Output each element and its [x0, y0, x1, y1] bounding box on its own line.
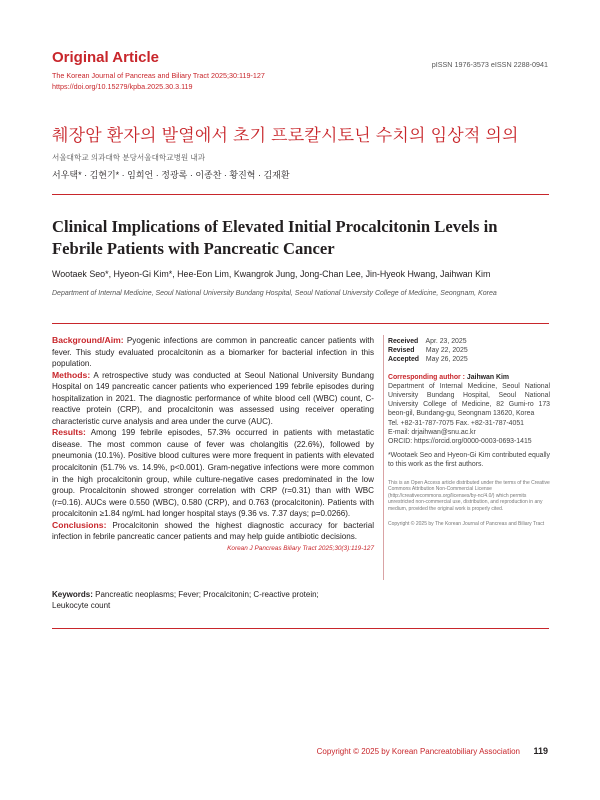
abstract-methods: [52, 370, 374, 428]
abstract: [52, 335, 374, 554]
revised-date: May 22, 2025: [425, 347, 468, 355]
keywords-label: Keywords:: [52, 590, 93, 599]
doi-link[interactable]: https://doi.org/10.15279/kpba.2025.30.3.119: [52, 82, 193, 91]
korean-title: 췌장암 환자의 발열에서 초기 프로칼시토닌 수치의 임상적 의의: [52, 126, 519, 145]
results-text: Among 199 febrile episodes, 57.3% occurred in patients with metastatic disease. The most common cause of fever was cholangitis (22.6%), followed by pneumonia (10.1%). Positive blood cultures were more frequent in patients with elevated procalcitonin (51.7% vs. 14.9%, p<0.001). Gram-negative infections were more common in the high procalcitonin group, while culture-negative cases predominated in the low group. Procalcitonin showed stronger correlation with CRP (r=0.31) than with WBC (r=0.16). AUCs were 0.550 (WBC), 0.580 (CRP), and 0.763 (procalcitonin). Patients with procalcitonin ≥1.84 ng/mL had longer hospital stays (9.36 vs. 7.37 days; p=0.0266).: [52, 428, 374, 519]
corresponding-phone: Tel. +82-31-787-7075 Fax. +82-31-787-4051: [388, 419, 524, 427]
page-number: 119: [533, 746, 548, 756]
methods-text: A retrospective study was conducted at Seoul National University Bundang Hospital on 149 pancreatic cancer patients who experienced 199 febrile episodes during hospitalization in 2021. The diagnostic performance of white blood cell (WBC) count, C-reactive protein (CRP), and procalcitonin was assessed using receiver operating characteristic curve analysis and area under the curve (AUC).: [52, 370, 374, 426]
background-text: Pyogenic infections are common in pancreatic cancer patients with fever. This study evaluated procalcitonin as a biomarker for bacterial infection in this population.: [52, 336, 374, 369]
issn: pISSN 1976-3573 eISSN 2288-0941: [431, 60, 548, 69]
english-title: Clinical Implications of Elevated Initial Procalcitonin Levels in Febrile Patients with Pancreatic Cancer: [52, 217, 498, 258]
divider: [52, 194, 549, 195]
journal-copyright: Copyright © 2025 by The Korean Journal of Pancreas and Biliary Tract: [388, 520, 545, 527]
divider: [52, 628, 549, 629]
korean-authors: 서우택* · 김현기* · 임희언 · 정광록 · 이종찬 · 황진혁 · 김재환: [52, 170, 290, 180]
accepted-label: Accepted: [388, 356, 420, 364]
journal-citation: The Korean Journal of Pancreas and Biliary Tract 2025;30:119-127: [52, 71, 265, 80]
corresponding-label: Corresponding author :: [388, 373, 467, 381]
license-text: This is an Open Access article distributed under the terms of the Creative Commons Attribution Non-Commercial License (http://creativecommons.org/licenses/by-nc/4.0/) which permits unrestricted non-commercial use, distribution, and reproduction in any medium, provided the original work is properly cited.: [388, 479, 550, 513]
korean-affiliation: 서울대학교 의과대학 분당서울대학교병원 내과: [52, 153, 206, 162]
accepted-date: May 26, 2025: [425, 356, 468, 364]
received-label: Received: [388, 338, 419, 345]
article-sidebar: [388, 337, 550, 529]
background-heading: Background/Aim:: [52, 335, 124, 345]
received-date: Apr. 23, 2025: [425, 338, 467, 345]
article-type: Original Article: [52, 49, 159, 66]
column-divider: [383, 335, 384, 580]
keywords-text: Pancreatic neoplasms; Fever; Procalcitonin; C-reactive protein; Leukocyte count: [52, 590, 319, 610]
article-dates: [388, 337, 550, 365]
english-authors: Wootaek Seo*, Hyeon-Gi Kim*, Hee-Eon Lim, Kwangrok Jung, Jong-Chan Lee, Jin-Hyeok Hwang, Jaihwan Kim: [52, 269, 491, 279]
methods-heading: Methods:: [52, 369, 91, 380]
corresponding-address: Department of Internal Medicine, Seoul National University Bundang Hospital, Seoul National University College of Medicine, 82 Gumi-ro 173 beon-gil, Bundang-gu, Seongnam 13620, Korea: [388, 382, 550, 418]
conclusions-heading: Conclusions:: [52, 519, 107, 530]
abstract-results: [52, 427, 374, 519]
corresponding-email[interactable]: E-mail: drjaihwan@snu.ac.kr: [388, 428, 476, 436]
abstract-citation: Korean J Pancreas Biliary Tract 2025;30(3):119-127: [227, 544, 374, 552]
divider: [52, 323, 549, 324]
english-affiliation: Department of Internal Medicine, Seoul National University Bundang Hospital, Seoul National University College of Medicine, Seongnam, Korea: [52, 290, 497, 297]
author-contribution-note: *Wootaek Seo and Hyeon-Gi Kim contributed equally to this work as the first authors.: [388, 452, 550, 469]
results-heading: Results:: [52, 427, 86, 438]
conclusions-text: Procalcitonin showed the highest diagnostic accuracy for bacterial infection in febrile pancreatic cancer patients and may help guide antibiotic decisions.: [52, 520, 374, 542]
abstract-background: [52, 335, 374, 370]
revised-label: Revised: [388, 347, 415, 355]
footer-copyright: Copyright © 2025 by Korean Pancreatobiliary Association: [316, 747, 520, 756]
corresponding-author-heading: [388, 373, 550, 382]
abstract-conclusions: [52, 520, 374, 543]
corresponding-orcid[interactable]: ORCID: https://orcid.org/0000-0003-0693-1415: [388, 438, 532, 446]
corresponding-name: Jaihwan Kim: [466, 373, 509, 381]
keywords: [52, 589, 342, 611]
